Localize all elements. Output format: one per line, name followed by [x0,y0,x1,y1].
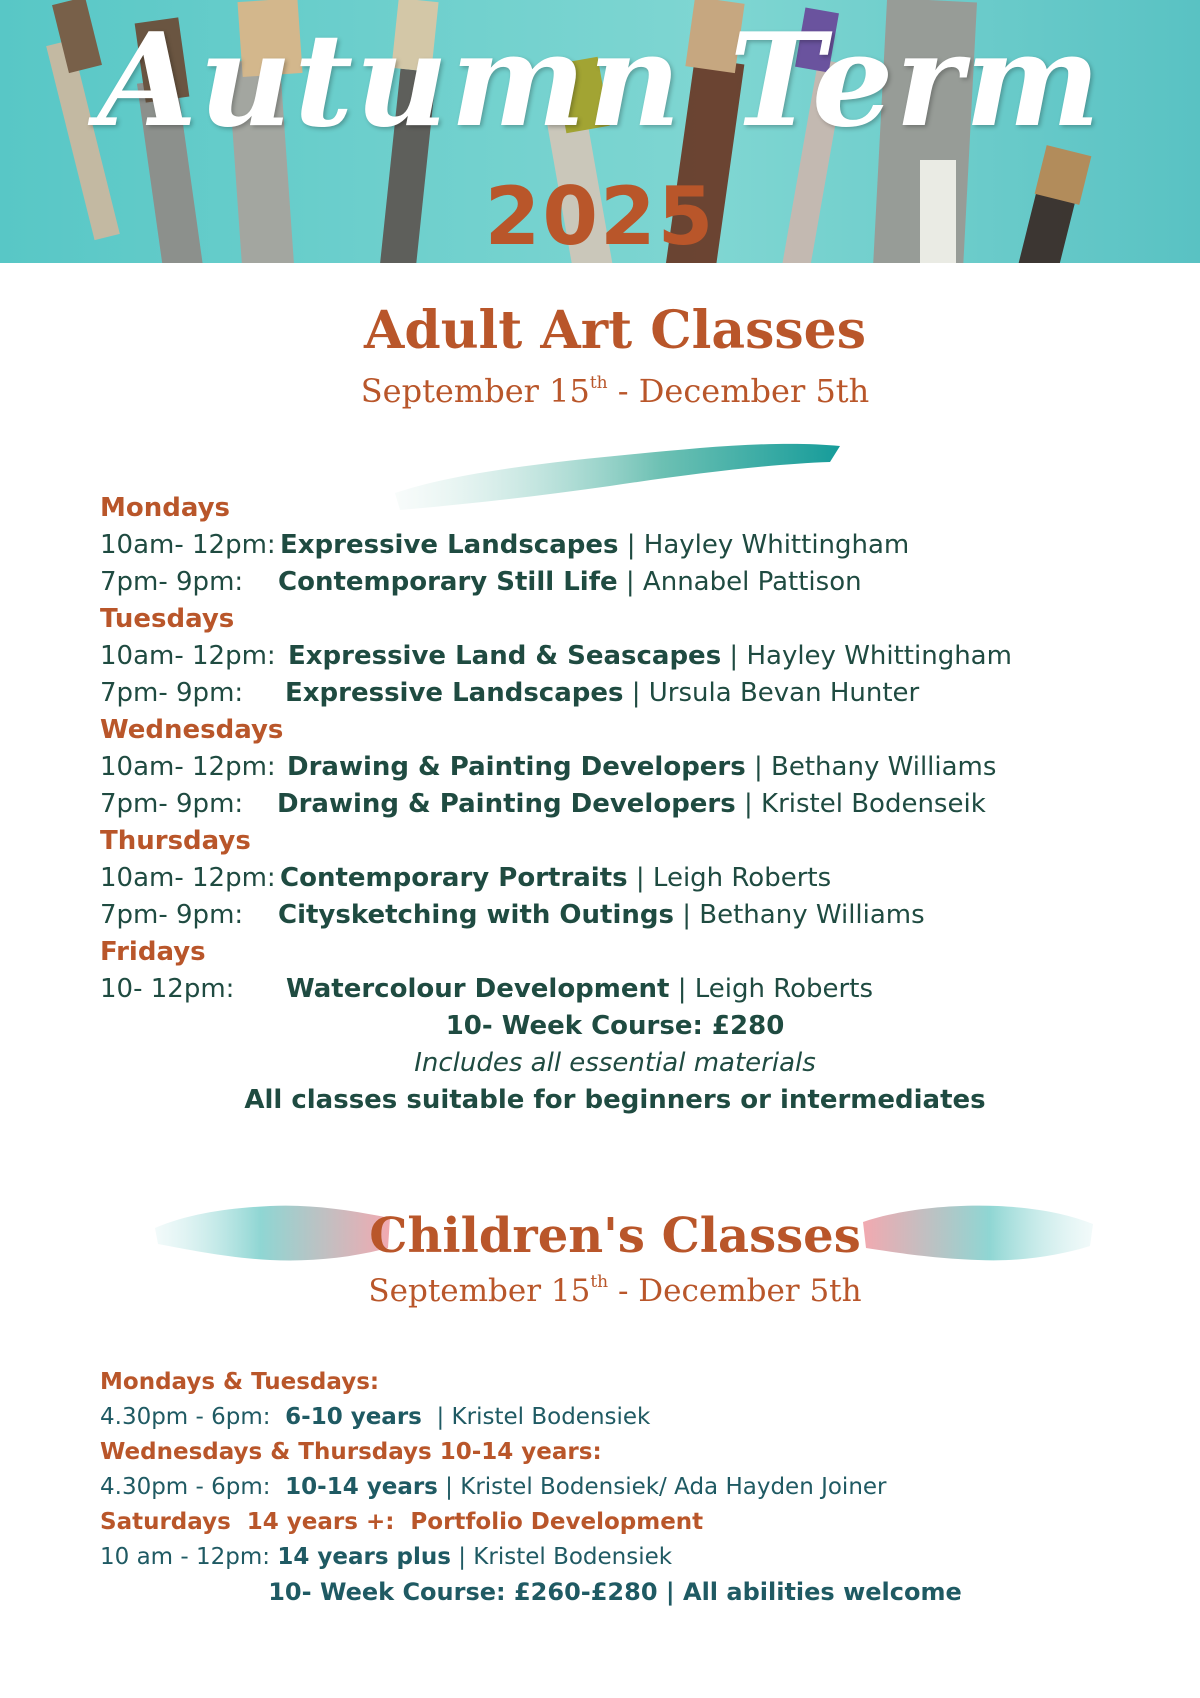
children-classes-dates [0,1273,1200,1309]
session-row: 10am- 12pm: Expressive Landscapes | Hayley Whittingham [100,530,910,560]
session-row: 4.30pm - 6pm: 6-10 years | Kristel Bodensiek [100,1404,651,1430]
session-row: 10am- 12pm: Drawing & Painting Developers | Bethany Williams [100,752,997,782]
children-date-end: - December 5th [608,1273,862,1309]
header-banner [0,0,1200,263]
session-row: 10am- 12pm: Contemporary Portraits | Leigh Roberts [100,863,832,893]
adult-date-end: - December 5th [607,372,870,410]
session-row: 10am- 12pm: Expressive Land & Seascapes | Hayley Whittingham [100,641,1012,671]
adult-schedule [100,490,1160,1119]
children-date-start: September 15 [368,1273,591,1309]
day-heading: Mondays [100,493,231,523]
session-row: 10- 12pm: Watercolour Development | Leigh Roberts [100,974,873,1004]
children-classes-title: Children's Classes [369,1208,861,1264]
children-schedule [100,1365,1160,1610]
session-row: 7pm- 9pm: Citysketching with Outings | Bethany Williams [100,900,925,930]
session-row: 4.30pm - 6pm: 10-14 years | Kristel Bodensiek/ Ada Hayden Joiner [100,1474,887,1500]
adult-date-suffix: th [589,373,608,393]
day-heading: Mondays & Tuesdays: [100,1369,380,1395]
children-price: 10- Week Course: £260-£280 | All abilities welcome [268,1578,962,1606]
day-heading: Tuesdays [100,604,235,634]
day-heading: Wednesdays & Thursdays 10-14 years: [100,1439,602,1465]
session-row: 7pm- 9pm: Contemporary Still Life | Annabel Pattison [100,567,862,597]
adult-materials-note: Includes all essential materials [414,1048,816,1078]
adult-suitability-note: All classes suitable for beginners or intermediates [244,1085,986,1115]
day-heading: Fridays [100,937,206,967]
children-date-suffix: th [590,1272,609,1292]
adult-date-start: September 15 [360,372,590,410]
adult-classes-dates [0,372,1200,410]
banner-year: 2025 [484,170,716,263]
adult-classes-title: Adult Art Classes [364,300,866,361]
adult-price: 10- Week Course: £280 [445,1011,785,1041]
day-heading: Wednesdays [100,715,284,745]
day-heading: Thursdays [100,826,251,856]
session-row: 7pm- 9pm: Expressive Landscapes | Ursula Bevan Hunter [100,678,920,708]
banner-title: Autumn Term [97,6,1103,156]
day-heading: Saturdays 14 years +: Portfolio Development [100,1509,704,1535]
session-row: 7pm- 9pm: Drawing & Painting Developers | Kristel Bodenseik [100,789,986,819]
session-row: 10 am - 12pm: 14 years plus | Kristel Bodensiek [100,1544,673,1570]
